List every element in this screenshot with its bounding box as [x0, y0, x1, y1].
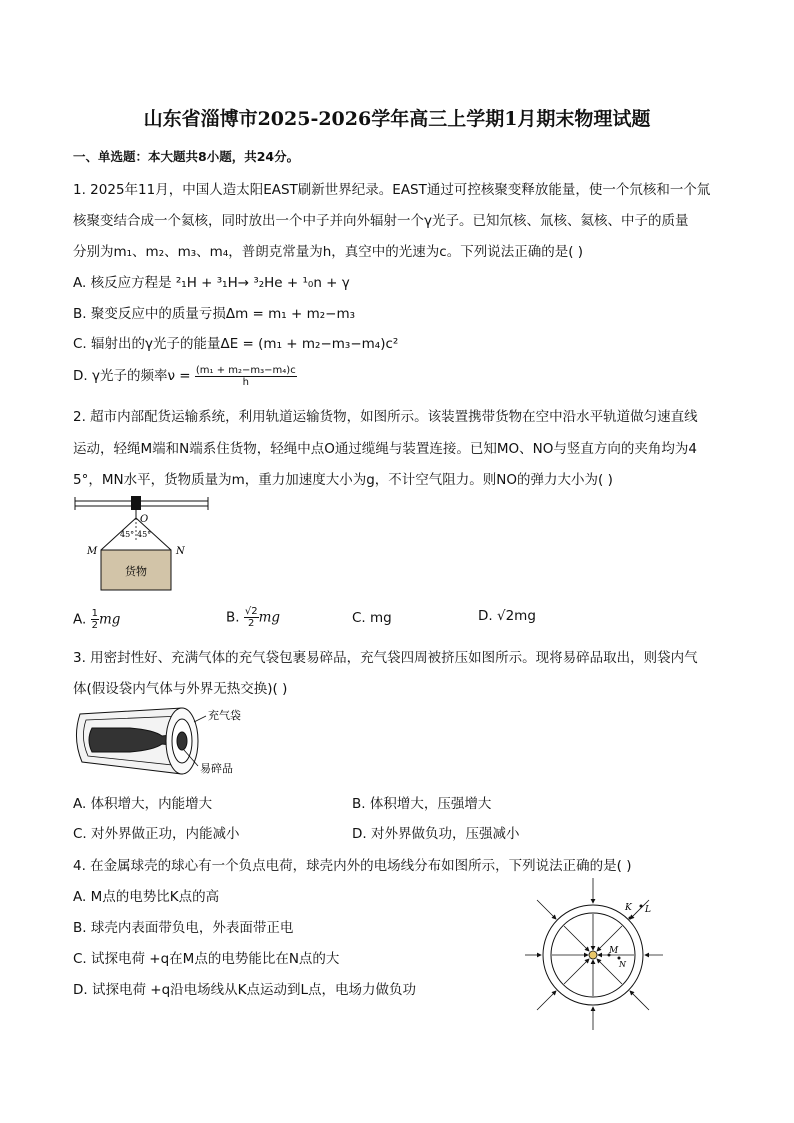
page-title: 山东省淄博市2025-2026学年高三上学期1月期末物理试题: [143, 108, 651, 130]
q1-line-3: 分别为m₁、m₂、m₃、m₄，普朗克常量为h，真空中的光速为c。下列说法正确的是( ): [73, 244, 584, 260]
trolley-block: [131, 496, 141, 510]
q1-line-1: 1. 2025年11月，中国人造太阳EAST刷新世界纪录。EAST通过可控核聚变释放能量，使一个氘核和一个氚: [73, 182, 711, 198]
label-n: N: [619, 960, 626, 969]
label-o: O: [140, 514, 149, 525]
q2-line-2: 运动，轻绳M端和N端系住货物，轻绳中点O通过缆绳与装置连接。已知MO、NO与竖直方向的夹角均为4: [73, 441, 697, 457]
q2-option-b-letter: B.: [226, 609, 244, 626]
q4-option-d[interactable]: D. 试探电荷 +q沿电场线从K点运动到L点，电场力做负功: [73, 982, 417, 998]
q4-option-c[interactable]: C. 试探电荷 +q在M点的电势能比在N点的大: [73, 951, 340, 967]
q1-option-d-denominator: h: [242, 376, 249, 388]
q4-line-1: 4. 在金属球壳的球心有一个负点电荷，球壳内外的电场线分布如图所示，下列说法正确的是( ): [73, 858, 632, 874]
label-airbag: 充气袋: [208, 709, 241, 722]
q2-option-a-num: 1: [91, 608, 98, 619]
q3-option-b[interactable]: B. 体积增大，压强增大: [352, 796, 492, 812]
q1-option-d-text: D. γ光子的频率ν =: [73, 368, 195, 384]
label-m: M: [609, 946, 619, 956]
q2-option-a-letter: A.: [73, 611, 91, 628]
q2-option-d[interactable]: D. √2mg: [478, 608, 536, 624]
q2-option-a-suffix: mg: [98, 611, 121, 628]
label-angle-left: 45°: [120, 530, 135, 539]
q4-option-b[interactable]: B. 球壳内表面带负电，外表面带正电: [73, 920, 294, 936]
q2-option-a-fraction: [91, 608, 99, 631]
label-l: L: [645, 905, 651, 915]
q1-option-c[interactable]: C. 辐射出的γ光子的能量ΔE = (m₁ + m₂−m₃−m₄)c²: [73, 336, 399, 352]
q2-option-b-suffix: mg: [258, 609, 281, 626]
q1-option-d[interactable]: [73, 364, 297, 388]
label-fragile: 易碎品: [200, 762, 233, 775]
q1-option-b[interactable]: B. 聚变反应中的质量亏损Δm = m₁ + m₂−m₃: [73, 306, 356, 322]
section-heading: 一、单选题：本大题共8小题，共24分。: [73, 149, 300, 164]
q2-option-b-fraction: [244, 606, 259, 629]
q2-option-c[interactable]: C. mg: [352, 610, 392, 626]
cargo-label: 货物: [125, 565, 147, 578]
label-n: N: [176, 546, 185, 557]
q2-option-b-den: 2: [248, 618, 255, 629]
q2-option-b[interactable]: [226, 606, 280, 629]
label-angle-right: 45°: [137, 530, 152, 539]
q3-option-d[interactable]: D. 对外界做负功，压强减小: [352, 826, 520, 842]
q2-option-b-num: √2: [244, 606, 258, 617]
q4-field-figure: [523, 876, 673, 1032]
q3-airbag-figure: [70, 702, 250, 780]
q2-cargo-figure: [70, 492, 215, 594]
q3-line-1: 3. 用密封性好、充满气体的充气袋包裹易碎品，充气袋四周被挤压如图所示。现将易碎品取出，则袋内气: [73, 650, 698, 666]
q1-line-2: 核聚变结合成一个氦核，同时放出一个中子并向外辐射一个γ光子。已知氘核、氚核、氦核、中子的质量: [73, 213, 689, 229]
negative-charge: [589, 951, 597, 959]
q3-option-c[interactable]: C. 对外界做正功，内能减小: [73, 826, 240, 842]
label-k: K: [625, 903, 632, 913]
q2-line-1: 2. 超市内部配货运输系统，利用轨道运输货物，如图所示。该装置携带货物在空中沿水平轨道做匀速直线: [73, 409, 698, 425]
q1-option-d-numerator: (m₁ + m₂−m₃−m₄)c: [195, 364, 296, 376]
q3-option-a[interactable]: A. 体积增大，内能增大: [73, 796, 213, 812]
q3-line-2: 体(假设袋内气体与外界无热交换)( ): [73, 681, 288, 697]
q4-option-a[interactable]: A. M点的电势比K点的高: [73, 889, 220, 905]
q2-option-a-den: 2: [91, 620, 98, 631]
label-m: M: [87, 546, 98, 557]
q1-option-d-fraction: [195, 365, 297, 388]
q2-option-a[interactable]: [73, 608, 120, 631]
q2-line-3: 5°，MN水平，货物质量为m，重力加速度大小为g，不计空气阻力。则NO的弹力大小为( ): [73, 472, 613, 488]
q1-option-a[interactable]: A. 核反应方程是 ²₁H + ³₁H→ ³₂He + ¹₀n + γ: [73, 275, 350, 291]
